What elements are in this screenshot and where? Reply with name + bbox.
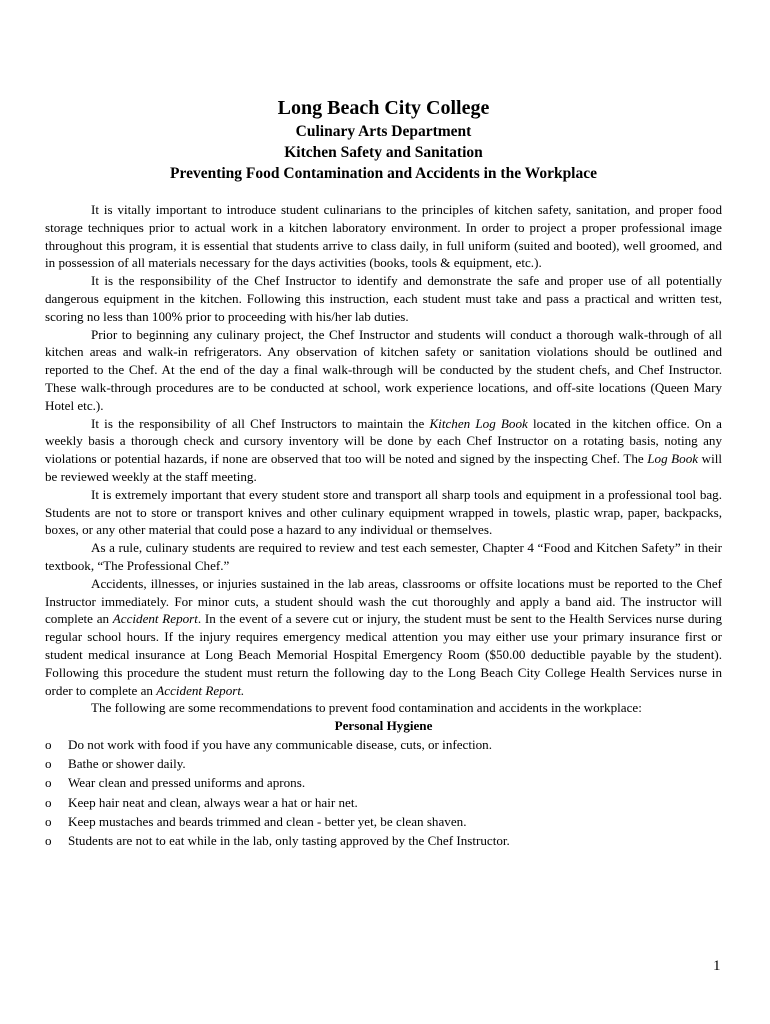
paragraph-tool-bag: It is extremely important that every student store and transport all sharp tools and equipment in a professional tool bag. Students are not to store or transport knives and other culinary equipment wrapped in towels, plastic wrap, paper, backpacks, boxes, or any other material that could pose a hazard to any individual or themselves. bbox=[45, 486, 722, 538]
list-item-text: Keep mustaches and beards trimmed and clean - better yet, be clean shaven. bbox=[68, 813, 467, 829]
list-item-text: Keep hair neat and clean, always wear a hat or hair net. bbox=[68, 794, 358, 810]
accident-report-emphasis-2: Accident Report. bbox=[156, 682, 245, 698]
paragraph-log-book bbox=[45, 415, 722, 486]
page-number: 1 bbox=[713, 958, 721, 974]
bullet-marker: o bbox=[45, 736, 52, 752]
list-item-text: Wear clean and pressed uniforms and aprons. bbox=[68, 775, 306, 791]
subject-heading: Kitchen Safety and Sanitation bbox=[284, 144, 483, 161]
bullet-marker: o bbox=[45, 794, 52, 810]
department-heading: Culinary Arts Department bbox=[295, 123, 472, 140]
list-item bbox=[45, 754, 722, 773]
hygiene-list bbox=[45, 735, 722, 850]
topic-heading: Preventing Food Contamination and Accidents in the Workplace bbox=[170, 165, 597, 182]
bullet-marker: o bbox=[45, 775, 52, 791]
kitchen-log-book-emphasis: Kitchen Log Book bbox=[429, 415, 528, 431]
log-book-emphasis: Log Book bbox=[647, 451, 699, 467]
bullet-marker: o bbox=[45, 756, 52, 772]
paragraph-uniform: It is vitally important to introduce student culinarians to the principles of kitchen safety, sanitation, and proper food storage techniques prior to actual work in a kitchen laboratory environment. In order to project a proper professional image throughout this program, it is essential that students arrive to class daily, in full uniform (suited and booted), well groomed, and in possession of all materials necessary for the days activities (books, tools & equipment, etc.). bbox=[45, 202, 722, 271]
list-item bbox=[45, 773, 722, 792]
personal-hygiene-heading: Personal Hygiene bbox=[334, 718, 433, 734]
paragraph-recommendations: The following are some recommendations to prevent food contamination and accidents in the workplace: bbox=[91, 700, 642, 716]
document-page bbox=[45, 95, 722, 850]
accidents-text-1: Accidents, illnesses, or injuries sustained in the lab areas, classrooms or offsite locations must be reported to the Chef Instructor immediately. For minor cuts, a student should wash the cut thoroughly and apply a band aid. The instructor will complete an bbox=[45, 575, 722, 627]
list-item bbox=[45, 793, 722, 812]
log-book-text-2: located in the kitchen office. On a weekly basis a thorough check and cursory inventory will be done by each Chef Instructor on a rotating basis, noting any violations or potential hazards, if none are observed that too will be noted and signed by the inspecting Chef. The bbox=[45, 415, 722, 467]
list-item bbox=[45, 812, 722, 831]
accident-report-emphasis-1: Accident Report bbox=[112, 611, 198, 627]
list-item-text: Do not work with food if you have any communicable disease, cuts, or infection. bbox=[68, 736, 492, 752]
list-item bbox=[45, 831, 722, 850]
log-book-text-1: It is the responsibility of all Chef Instructors to maintain the bbox=[91, 415, 430, 431]
bullet-marker: o bbox=[45, 813, 52, 829]
log-book-text-3: will be reviewed weekly at the staff meeting. bbox=[45, 451, 722, 484]
list-item-text: Students are not to eat while in the lab, only tasting approved by the Chef Instructor. bbox=[68, 832, 510, 848]
document-title: Long Beach City College bbox=[277, 97, 490, 119]
bullet-marker: o bbox=[45, 832, 52, 848]
accidents-text-2: . In the event of a severe cut or injury, the student must be sent to the Health Services nurse during regular school hours. If the injury requires emergency medical attention you may either use your primary insurance first or student medical insurance at Long Beach Memorial Hospital Emergency Room ($50.00 deductible payable by the student). Following this procedure the student must return the following day to the Long Beach City College Health Services nurse in order to complete an bbox=[45, 611, 723, 698]
paragraph-equipment-test: It is the responsibility of the Chef Instructor to identify and demonstrate the safe and proper use of all potentially dangerous equipment in the kitchen. Following this instruction, each student must take and pass a practical and written test, scoring no less than 100% prior to proceeding with his/her lab duties. bbox=[45, 273, 722, 324]
list-item-text: Bathe or shower daily. bbox=[68, 756, 186, 772]
paragraph-textbook: As a rule, culinary students are required to review and test each semester, Chapter 4 “Food and Kitchen Safety” in their textbook, “The Professional Chef.” bbox=[45, 540, 722, 573]
list-item bbox=[45, 735, 722, 754]
paragraph-accidents bbox=[45, 575, 722, 700]
paragraph-walk-through: Prior to beginning any culinary project, the Chef Instructor and students will conduct a thorough walk-through of all kitchen areas and walk-in refrigerators. Any observation of kitchen safety or sanitation violations should be outlined and reported to the Chef. At the end of the day a final walk-through will be conducted by the student chefs, and Chef Instructor. These walk-through procedures are to be conducted at school, work experience locations, and off-site locations (Queen Mary Hotel etc.). bbox=[45, 326, 722, 413]
